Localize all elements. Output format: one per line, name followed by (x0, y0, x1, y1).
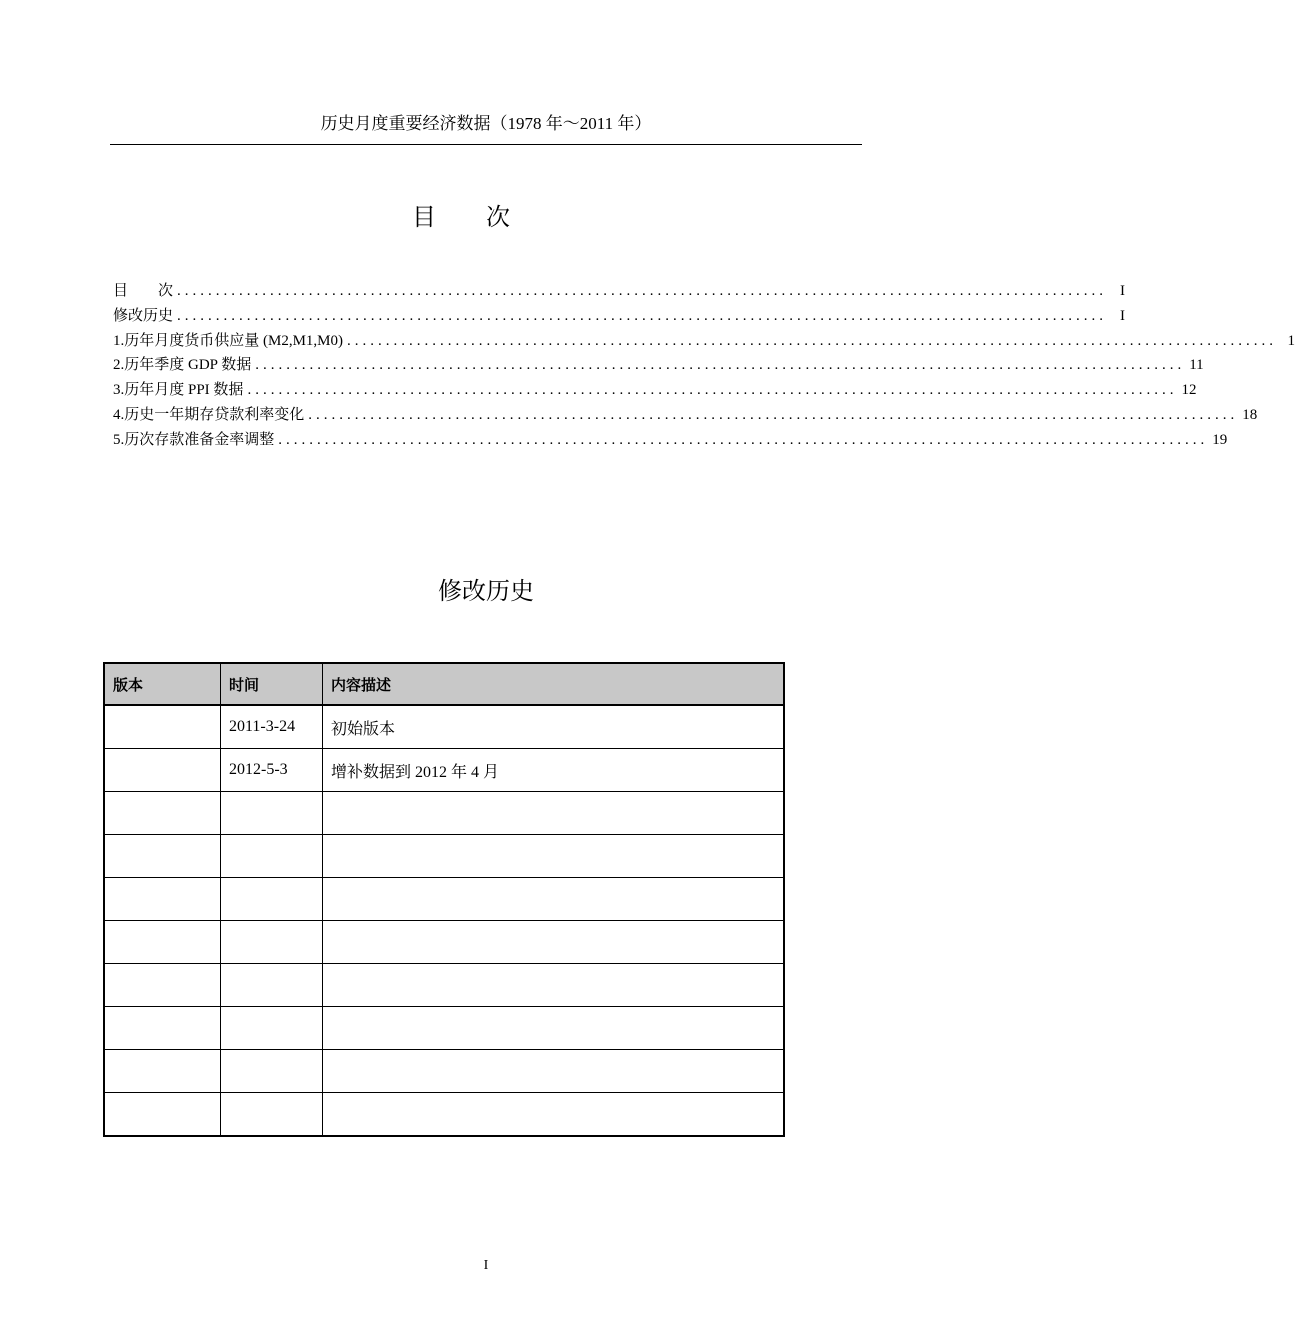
table-row (104, 921, 784, 964)
toc-entry-number: 4. (113, 406, 125, 423)
toc-dot-leader: ........................................................................................................................ (347, 332, 1278, 349)
toc-dot-leader: ........................................................................................................................ (255, 357, 1186, 374)
column-header-description: 内容描述 (323, 663, 785, 705)
toc-entry[interactable] (113, 378, 1197, 403)
description-cell (323, 1050, 785, 1093)
toc-dot-leader: ........................................................................................................................ (177, 283, 1108, 299)
toc-entry-page: 12 (1181, 382, 1197, 399)
description-cell: 初始版本 (323, 705, 785, 749)
table-row (104, 878, 784, 921)
toc-entry-page: 19 (1212, 431, 1228, 448)
toc-entry[interactable] (113, 403, 1258, 428)
page-number: I (483, 1258, 489, 1273)
table-row (104, 749, 784, 792)
toc-entry-page: I (1120, 307, 1126, 324)
toc-entry[interactable] (113, 353, 1204, 378)
table-of-contents (113, 279, 1295, 453)
table-row (104, 705, 784, 749)
toc-entry-number: 3. (113, 382, 125, 399)
version-cell (104, 705, 221, 749)
toc-entry-number: 1. (113, 332, 125, 349)
toc-entry[interactable] (113, 428, 1228, 453)
description-cell (323, 835, 785, 878)
date-cell (221, 1050, 323, 1093)
revision-history-title: 修改历史 (438, 577, 534, 605)
toc-entry-number: 2. (113, 357, 125, 374)
table-row (104, 964, 784, 1007)
description-cell (323, 878, 785, 921)
table-header-row (104, 663, 784, 705)
toc-entry-label: 历次存款准备金率调整 (124, 431, 275, 448)
toc-dot-leader: ........................................................................................................................ (278, 431, 1209, 448)
version-cell (104, 835, 221, 878)
table-row (104, 835, 784, 878)
version-cell (104, 964, 221, 1007)
toc-entry-label: 历年月度 PPI 数据 (124, 382, 244, 399)
date-cell (221, 921, 323, 964)
description-cell (323, 792, 785, 835)
toc-entry-label: 历年月度货币供应量 (M2,M1,M0) (124, 332, 344, 349)
toc-entry-label: 历年季度 GDP 数据 (124, 357, 252, 374)
version-cell (104, 1050, 221, 1093)
toc-entry-label: 目 次 (113, 283, 174, 299)
description-cell: 增补数据到 2012 年 4 月 (323, 749, 785, 792)
description-cell (323, 964, 785, 1007)
version-cell (104, 1093, 221, 1137)
header-divider (110, 144, 862, 145)
description-cell (323, 1093, 785, 1137)
page-header-title: 历史月度重要经济数据（1978 年～2011 年） (320, 114, 652, 133)
toc-entry-number: 5. (113, 431, 125, 448)
toc-entry[interactable] (113, 304, 1126, 329)
version-cell (104, 749, 221, 792)
date-cell: 2011-3-24 (221, 705, 323, 749)
date-cell: 2012-5-3 (221, 749, 323, 792)
toc-entry-label: 修改历史 (113, 307, 174, 324)
table-row (104, 1050, 784, 1093)
table-row (104, 792, 784, 835)
toc-entry-page: I (1120, 283, 1126, 299)
description-cell (323, 921, 785, 964)
column-header-version: 版本 (104, 663, 221, 705)
table-row (104, 1093, 784, 1137)
version-cell (104, 921, 221, 964)
toc-dot-leader: ........................................................................................................................ (247, 382, 1178, 399)
toc-entry-label: 历史一年期存贷款利率变化 (124, 406, 305, 423)
date-cell (221, 1007, 323, 1050)
table-row (104, 1007, 784, 1050)
version-cell (104, 878, 221, 921)
date-cell (221, 878, 323, 921)
revision-history-table (103, 662, 785, 1137)
toc-dot-leader: ........................................................................................................................ (177, 307, 1108, 324)
column-header-date: 时间 (221, 663, 323, 705)
date-cell (221, 964, 323, 1007)
version-cell (104, 1007, 221, 1050)
toc-dot-leader: ........................................................................................................................ (308, 406, 1239, 423)
date-cell (221, 1093, 323, 1137)
toc-entry[interactable] (113, 279, 1126, 304)
toc-entry[interactable] (113, 329, 1295, 354)
toc-title: 目次 (412, 203, 560, 231)
date-cell (221, 835, 323, 878)
toc-entry-page: 11 (1189, 357, 1204, 374)
date-cell (221, 792, 323, 835)
version-cell (104, 792, 221, 835)
toc-entry-page: 18 (1242, 406, 1258, 423)
description-cell (323, 1007, 785, 1050)
toc-entry-page: 1 (1287, 332, 1295, 349)
